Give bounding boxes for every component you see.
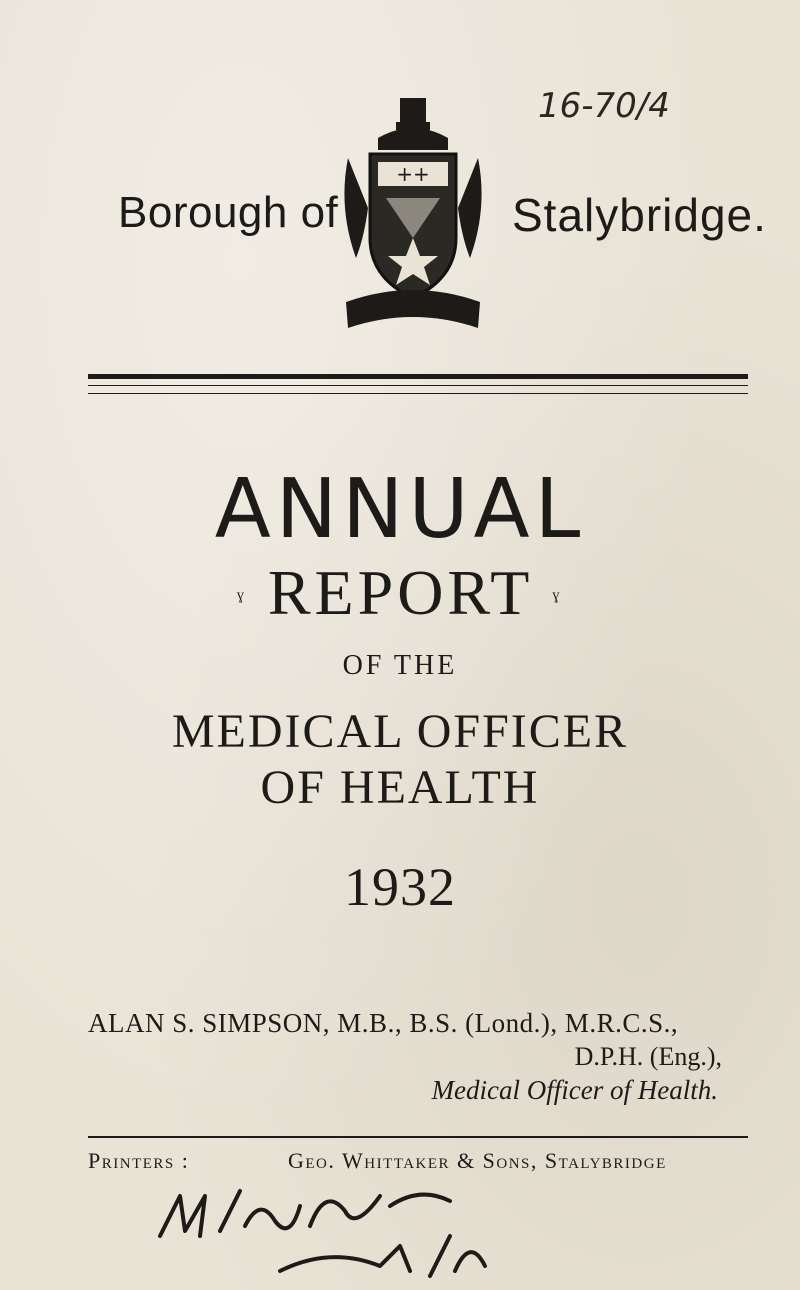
author-role: Medical Officer of Health. (431, 1075, 718, 1105)
title-annual: ANNUAL (214, 462, 586, 557)
header-rule-thick (88, 374, 748, 379)
ornament-right-icon: ˠ (552, 585, 564, 612)
author-name: ALAN S. SIMPSON, M.B., B.S. (Lond.), M.R.C.S., (88, 1008, 679, 1038)
title-report (0, 556, 800, 630)
ornament-left-icon: ˠ (236, 585, 248, 612)
town-name: Stalybridge. (512, 189, 767, 241)
borough-label: Borough of (118, 188, 339, 237)
handwritten-reference: 16-70/4 (538, 86, 670, 126)
footer-rule (88, 1136, 748, 1138)
printer-name: Geo. Whittaker & Sons, Stalybridge (288, 1148, 667, 1173)
coat-of-arms-icon (338, 88, 488, 350)
author-qualifications: D.P.H. (Eng.), (574, 1042, 722, 1071)
title-medical-officer: MEDICAL OFFICER (171, 705, 629, 758)
handwritten-accession-mark (150, 1176, 510, 1286)
svg-text:++: ++ (396, 162, 430, 186)
header-rule-thin-1 (88, 385, 748, 386)
title-report-text: REPORT (267, 557, 533, 628)
header-rule-thin-2 (88, 393, 748, 394)
title-of-health: OF HEALTH (260, 761, 540, 814)
title-of-the: OF THE (342, 650, 458, 681)
report-year: 1932 (344, 857, 456, 917)
printers-label: Printers : (88, 1148, 190, 1173)
